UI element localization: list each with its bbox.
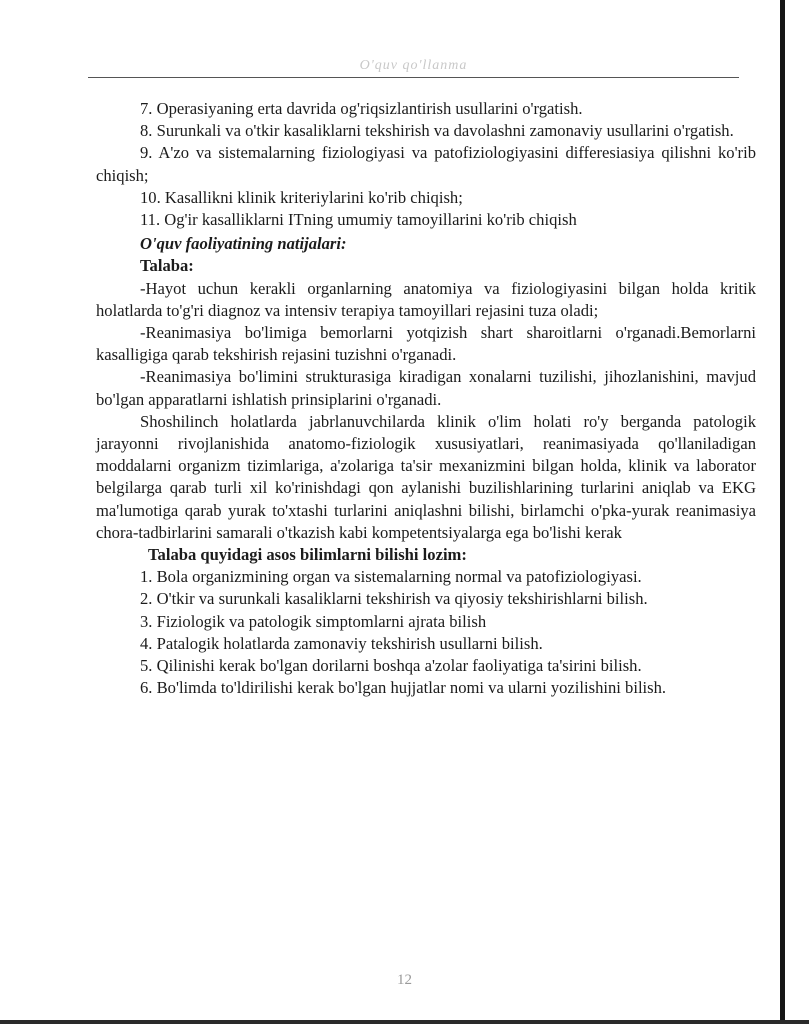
knowledge-item: 4. Patalogik holatlarda zamonaviy tekshirish usullarni bilish. (140, 633, 543, 653)
list-item: 9. A'zo va sistemalarning fiziologiyasi va patofiziologiyasini differesiasiya qilishni ko'rib chiqish; (96, 143, 756, 185)
page-edge-right (780, 0, 785, 1024)
list-item: 11. Og'ir kasalliklarni ITning umumiy tamoyillarini ko'rib chiqish (140, 210, 577, 230)
knowledge-item: 6. Bo'limda to'ldirilishi kerak bo'lgan hujjatlar nomi va ularni yozilishini bilish. (140, 678, 667, 698)
knowledge-item: 3. Fiziologik va patologik simptomlarni ajrata bilish (140, 611, 487, 631)
outcome-paragraph: -Reanimasiya bo'limiga bemorlarni yotqizish shart sharoitlarni o'rganadi.Bemorlarni kasalligiga qarab tekshirish rejasini tuzishni o'rganadi. (96, 323, 756, 365)
list-item: 10. Kasallikni klinik kriteriylarini ko'rib chiqish; (140, 187, 463, 207)
header-rule (88, 77, 739, 78)
page-body (96, 98, 756, 699)
knowledge-title: Talaba quyidagi asos bilimlarni bilishi lozim: (148, 545, 467, 565)
knowledge-item: 1. Bola organizmining organ va sistemalarning normal va patofiziologiyasi. (140, 567, 642, 587)
page-edge-bottom (0, 1020, 809, 1024)
knowledge-item: 2. O'tkir va surunkali kasaliklarni tekshirish va qiyosiy tekshirishlarni bilish. (140, 589, 648, 609)
knowledge-item: 5. Qilinishi kerak bo'lgan dorilarni boshqa a'zolar faoliyatiga ta'sirini bilish. (140, 656, 642, 676)
running-header (88, 58, 739, 80)
running-title: O'quv qo'llanma (359, 58, 468, 73)
outcome-paragraph: -Reanimasiya bo'limini strukturasiga kiradigan xonalarni tuzilishi, jihozlanishini, mavjud bo'lgan apparatlarni ishlatish prinsiplarini o'rganadi. (96, 367, 756, 409)
outcome-paragraph: Shoshilinch holatlarda jabrlanuvchilarda klinik o'lim holati ro'y berganda patologik jarayonni rivojlanishida anatomo-fiziologik xususiyatlari, reanimasiyada qo'llaniladigan moddalarni organizm tizimlariga, a'zolariga ta'sir mexanizmini bilgan holda, klinik va laborator belgilarga qarab turli xil ko'rinishdagi qon aylanishi buzilishlarining turlarini aniqlab va EKG ma'lumotiga qarab yurak to'xtashi turlarini aniqlashni bilishi, birlamchi o'pka-yurak reanimasiya chora-tadbirlarini samarali o'tkazish kabi kompetentsiyalarga ega bo'lishi kerak (96, 411, 756, 542)
list-item: 7. Operasiyaning erta davrida og'riqsizlantirish usullarini o'rgatish. (140, 99, 583, 118)
student-label: Talaba: (140, 256, 194, 276)
outcome-paragraph: -Hayot uchun kerakli organlarning anatomiya va fiziologiyasini bilgan holda kritik holatlarda to'g'ri diagnoz va intensiv terapiya tamoyillari rejasini tuza oladi; (96, 278, 756, 320)
list-item: 8. Surunkali va o'tkir kasaliklarni tekshirish va davolashni zamonaviy usullarini o'rgatish. (140, 121, 734, 141)
page-number: 12 (397, 972, 412, 988)
section-title: O'quv faoliyatining natijalari: (140, 234, 347, 254)
